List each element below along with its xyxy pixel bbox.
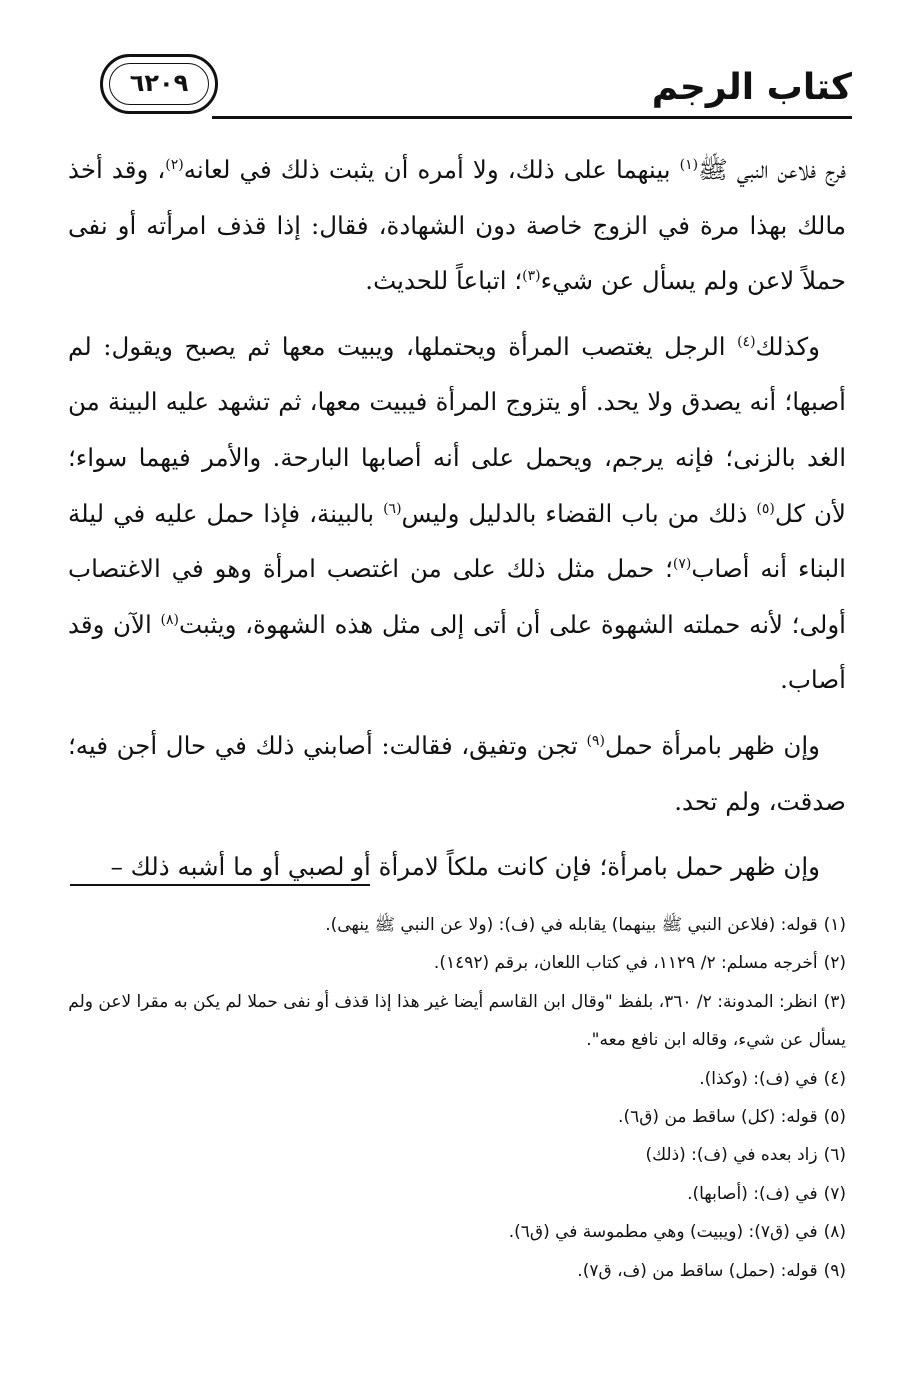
- footnote-ref: (١): [679, 156, 699, 173]
- footnote-number: (١): [823, 915, 846, 935]
- footnote: [68, 983, 846, 1060]
- text-segment: بالبينة، فإذا حمل عليه في ليلة البناء أنه أصاب: [68, 498, 846, 584]
- footnote-ref: (٢): [165, 156, 184, 173]
- footnote-divider: [70, 884, 370, 886]
- footnote: [68, 906, 846, 944]
- paragraph: [68, 319, 846, 708]
- text-segment: ؛ حمل مثل ذلك على من اغتصب امرأة وهو في الاغتصاب أولى؛ لأنه حملته الشهوة على أن أتى إلى مثل هذه الشهوة، ويثبت: [68, 554, 846, 639]
- footnotes: [68, 906, 846, 1290]
- footnote: [68, 944, 846, 982]
- footnote-text: في (ف): (أصابها).: [687, 1183, 818, 1204]
- footnote-ref: (٤): [737, 333, 756, 350]
- footnote-ref: (٩): [586, 732, 605, 749]
- footnote-number: (٦): [823, 1145, 846, 1166]
- footnote-ref: (٦): [383, 500, 402, 517]
- footnote-text: انظر: المدونة: ٢/ ٣٦٠، بلفظ "وقال ابن القاسم أيضا غير هذا إذا قذف أو نفى حملا لم يكن به مقرا لاعن ولم يسأل عن شيء، وقاله ابن نافع معه".: [68, 991, 846, 1051]
- paragraph: [68, 718, 846, 829]
- footnote-text: قوله: (كل) ساقط من (ق٦).: [618, 1107, 818, 1128]
- footnote: [68, 1175, 846, 1213]
- footnote-number: (٣): [823, 991, 846, 1012]
- page-header: [100, 46, 852, 126]
- text-segment: الرجل يغتصب المرأة ويحتملها، ويبيت معها ثم يصبح ويقول: لم أصبها؛ أنه يصدق ولا يحد. أو يتزوج المرأة فيبيت معها، ثم تشهد عليه البينة من الغد بالزنى؛ فإنه يرجم، ويحمل على أنه أصابها البارحة. والأمر فيهما سواء؛ لأن كل: [68, 331, 846, 528]
- text-segment: ذلك من باب القضاء بالدليل وليس: [401, 498, 757, 528]
- footnote: [68, 1060, 846, 1098]
- footnote-number: (٢): [823, 953, 846, 974]
- text-segment: وإن ظهر حمل بامرأة؛ فإن كانت ملكاً لامرأة أو لصبي أو ما أشبه ذلك –: [110, 852, 820, 882]
- footnote-text: في (ف): (وكذا).: [699, 1068, 818, 1089]
- text-segment: ، وقد أخذ مالك بهذا مرة في الزوج خاصة دون الشهادة، فقال: إذا قذف امرأته أو نفى حملاً لاعن ولم يسأل عن شيء: [68, 155, 846, 296]
- main-text: [68, 142, 846, 905]
- paragraph: [68, 839, 846, 895]
- book-title: كتاب الرجم: [651, 67, 852, 108]
- header-rule: [212, 116, 852, 119]
- page-number-frame: [100, 54, 218, 114]
- footnote-text: في (ق٧): (ويبيت) وهي مطموسة في (ق٦).: [508, 1222, 818, 1243]
- footnote-text: زاد بعده في (ف): (ذلك): [645, 1145, 818, 1166]
- text-segment: ؛ اتباعاً للحديث.: [365, 266, 523, 296]
- text-segment: تجن وتفيق، فقالت: أصابني ذلك في حال أجن فيه؛ صدقت، ولم تحد.: [68, 730, 846, 816]
- footnote-ref: (٣): [522, 268, 541, 285]
- footnote-number: (٨): [823, 1222, 846, 1243]
- footnote-ref: (٧): [672, 556, 692, 572]
- footnote-number: (٧): [823, 1183, 846, 1204]
- text-segment: وكذلك: [755, 331, 820, 361]
- footnote: [68, 1252, 846, 1290]
- footnote-number: (٤): [823, 1068, 846, 1089]
- footnote-text: قوله: (فلاعن النبي ﷺ بينهما) يقابله في (ف): (ولا عن النبي ﷺ ينهى).: [325, 915, 818, 935]
- text-segment: فرج فلاعن النبي ﷺ: [698, 155, 846, 184]
- text-segment: بينهما على ذلك، ولا أمره أن يثبت ذلك في لعانه: [183, 155, 680, 184]
- footnote: [68, 1136, 846, 1174]
- footnote-text: أخرجه مسلم: ٢/ ١١٢٩، في كتاب اللعان، برقم (١٤٩٢).: [433, 953, 818, 974]
- footnote-text: قوله: (حمل) ساقط من (ف، ق٧).: [577, 1260, 818, 1281]
- footnote-ref: (٨): [160, 611, 179, 628]
- text-segment: وإن ظهر بامرأة حمل: [604, 730, 820, 760]
- footnote-ref: (٥): [756, 500, 775, 517]
- footnote-number: (٩): [823, 1260, 846, 1281]
- footnote: [68, 1098, 846, 1136]
- paragraph: [68, 142, 846, 309]
- text-segment: الآن وقد أصاب.: [68, 609, 846, 695]
- footnote-number: (٥): [823, 1107, 846, 1128]
- page-number: ٦٢٠٩: [129, 69, 189, 97]
- footnote: [68, 1213, 846, 1251]
